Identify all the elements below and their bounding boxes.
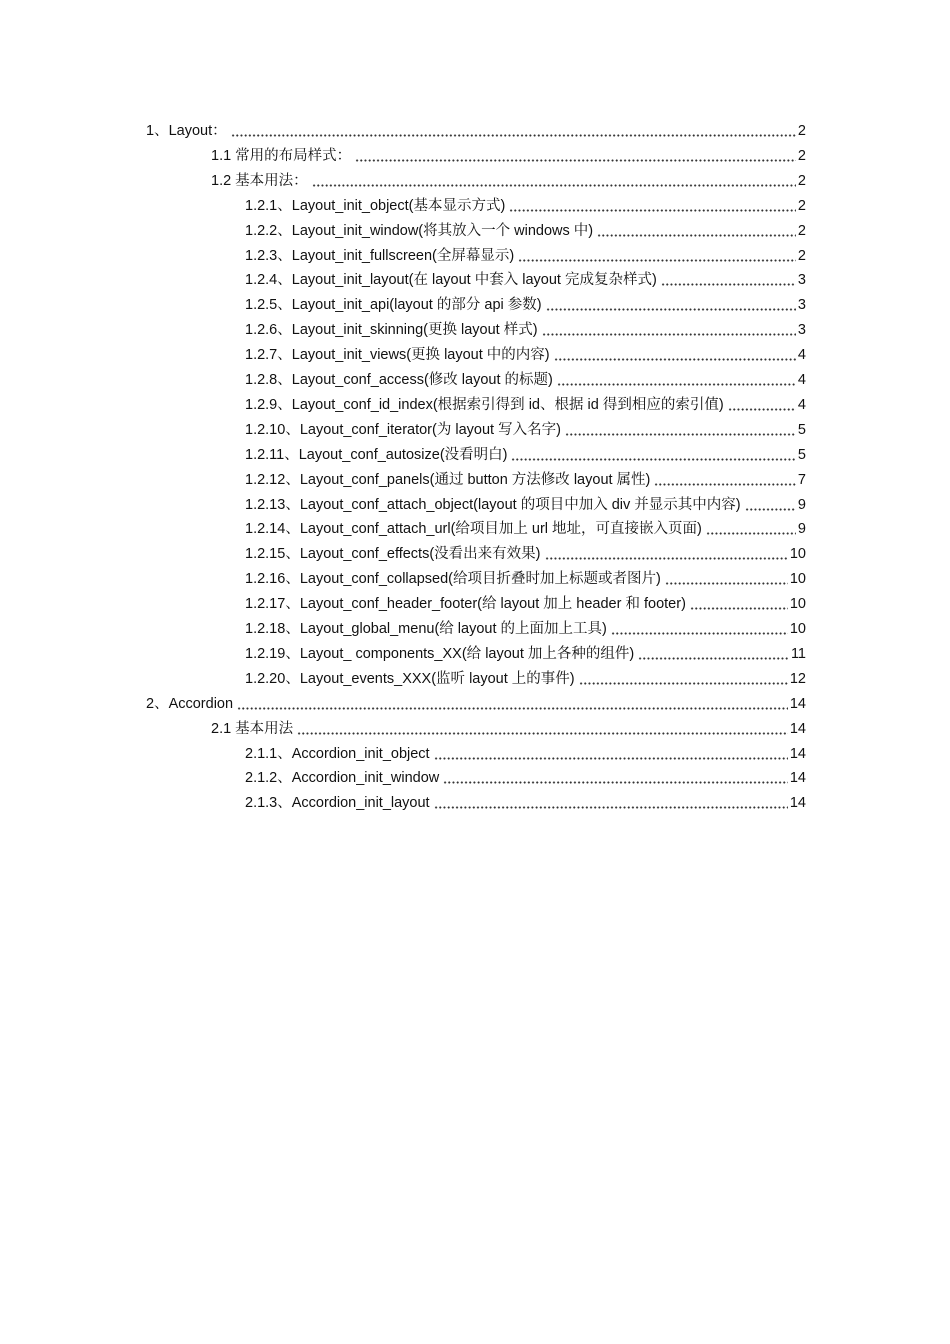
toc-entry-title: 1.2.16、Layout_conf_collapsed(给项目折叠时加上标题或者图片) [245,571,661,588]
toc-dot-leader [557,376,796,386]
toc-entry[interactable] [245,241,806,265]
toc-dot-leader [542,326,796,336]
toc-entry-title: 1.2.5、Layout_init_api(layout 的部分 api 参数) [245,297,542,314]
toc-entry[interactable] [245,415,806,439]
toc-entry-title: 2.1 基本用法 [211,720,294,737]
toc-dot-leader [638,650,789,660]
toc-entry-title: 1.2.11、Layout_conf_autosize(没看明白) [245,446,508,463]
toc-page-number: 10 [789,621,806,637]
toc-dot-leader [579,675,788,685]
toc-entry-title: 1.2.7、Layout_init_views(更换 layout 中的内容) [245,347,550,364]
toc-entry[interactable] [245,290,806,314]
toc-dot-leader [518,252,796,262]
toc-entry-title: 1.2.1、Layout_init_object(基本显示方式) [245,197,506,214]
toc-entry-title: 1.2.14、Layout_conf_attach_url(给项目加上 url 地址，可直接嵌入页面) [245,521,702,538]
toc-entry[interactable] [245,440,806,464]
toc-dot-leader [706,525,796,535]
toc-entry-title: 1.2.8、Layout_conf_access(修改 layout 的标题) [245,372,553,388]
toc-entry-title: 2.1.2、Accordion_init_window [245,770,440,787]
toc-entry[interactable] [245,514,806,538]
toc-dot-leader [565,426,796,436]
toc-dot-leader [745,501,796,511]
toc-dot-leader [545,550,788,560]
toc-entry[interactable] [245,614,806,638]
toc-page-number: 14 [789,720,806,737]
toc-entry-title: 1.2 基本用法： [211,172,308,189]
toc-entry[interactable] [211,141,806,165]
toc-entry[interactable] [211,166,806,190]
toc-entry-title: 1.2.20、Layout_events_XXX(监听 layout 上的事件) [245,670,575,687]
toc-dot-leader [231,127,796,137]
toc-entry[interactable] [245,664,806,688]
toc-page-number: 14 [789,745,806,762]
toc-entry[interactable] [245,315,806,339]
toc-entry[interactable] [245,465,806,489]
toc-entry[interactable] [245,216,806,240]
toc-dot-leader [511,451,795,461]
toc-page-number: 2 [797,172,806,189]
toc-entry-title: 1.2.17、Layout_conf_header_footer(给 layout 加上 header 和 footer) [245,596,686,613]
toc-entry[interactable] [245,340,806,364]
toc-page-number: 5 [797,446,806,463]
toc-entry[interactable] [245,265,806,289]
toc-page-number: 10 [789,571,806,588]
toc-page-number: 5 [797,421,806,438]
toc-page-number: 2 [797,247,806,264]
toc-entry-title: 1.2.9、Layout_conf_id_index(根据索引得到 id、根据 id 得到相应的索引值) [245,396,724,413]
toc-page-number: 4 [797,347,806,364]
toc-entry-title: 1.1 常用的布局样式： [211,147,352,164]
toc-entry[interactable] [245,390,806,414]
toc-dot-leader [690,600,788,610]
toc-page-number: 2 [797,197,806,214]
toc-page-number: 9 [797,496,806,513]
toc-page-number: 3 [797,297,806,314]
toc-entry-title: 1.2.12、Layout_conf_panels(通过 button 方法修改 layout 属性) [245,471,651,488]
toc-page-number: 14 [789,695,806,712]
toc-entry[interactable] [245,490,806,514]
toc-page-number: 10 [789,596,806,613]
toc-entry-title: 1.2.19、Layout_ components_XX(给 layout 加上各种的组件) [245,645,635,662]
toc-entry-title: 2.1.1、Accordion_init_object [245,745,430,762]
toc-page-number: 2 [797,147,806,164]
toc-page-number: 2 [797,222,806,239]
toc-page-number: 11 [790,645,806,662]
toc-page-number: 3 [797,322,806,339]
toc-entry[interactable] [245,365,806,389]
toc-entry[interactable] [245,539,806,563]
toc-dot-leader [611,625,788,635]
toc-entry-title: 1、Layout： [146,123,227,139]
toc-page-number: 3 [797,272,806,289]
toc-entry[interactable] [146,116,806,140]
toc-entry-title: 1.2.13、Layout_conf_attach_object(layout 的项目中加入 div 并显示其中内容) [245,496,741,513]
toc-dot-leader [654,476,796,486]
toc-dot-leader [237,700,788,710]
toc-dot-leader [661,276,796,286]
toc-entry[interactable] [245,788,806,812]
toc-entry-title: 2.1.3、Accordion_init_layout [245,795,430,812]
toc-entry[interactable] [245,589,806,613]
toc-entry-title: 2、Accordion [146,695,234,712]
toc-dot-leader [434,750,788,760]
toc-entry-title: 1.2.6、Layout_init_skinning(更换 layout 样式) [245,322,538,339]
toc-page-number: 4 [797,396,806,413]
toc-page-number: 14 [789,770,806,787]
toc-entry-title: 1.2.15、Layout_conf_effects(没看出来有效果) [245,546,541,563]
toc-page-number: 7 [797,471,806,488]
toc-dot-leader [546,301,796,311]
toc-entry[interactable] [245,639,806,663]
toc-dot-leader [443,774,788,784]
toc-dot-leader [434,799,788,809]
toc-entry[interactable] [245,763,806,787]
toc-dot-leader [509,202,796,212]
toc-entry-title: 1.2.2、Layout_init_window(将其放入一个 windows 中) [245,222,594,239]
toc-entry[interactable] [146,689,806,713]
toc-page-number: 4 [797,372,806,388]
toc-page-number: 12 [789,670,806,687]
toc-entry-title: 1.2.10、Layout_conf_iterator(为 layout 写入名字) [245,421,561,438]
toc-page-number: 10 [789,546,806,563]
toc-dot-leader [355,152,796,162]
toc-entry[interactable] [211,714,806,738]
toc-entry-title: 1.2.4、Layout_init_layout(在 layout 中套入 layout 完成复杂样式) [245,272,657,289]
toc-dot-leader [597,227,796,237]
toc-dot-leader [665,575,788,585]
toc-entry[interactable] [245,564,806,588]
toc-entry-title: 1.2.18、Layout_global_menu(给 layout 的上面加上工具) [245,621,607,637]
toc-page-number: 2 [797,123,806,139]
toc-dot-leader [554,351,796,361]
toc-dot-leader [312,177,796,187]
toc-page-number: 14 [789,795,806,812]
toc-dot-leader [728,401,796,411]
toc-entry[interactable] [245,191,806,215]
toc-entry[interactable] [245,739,806,763]
toc-page-number: 9 [797,521,806,538]
toc-entry-title: 1.2.3、Layout_init_fullscreen(全屏幕显示) [245,247,515,264]
toc-dot-leader [297,725,788,735]
